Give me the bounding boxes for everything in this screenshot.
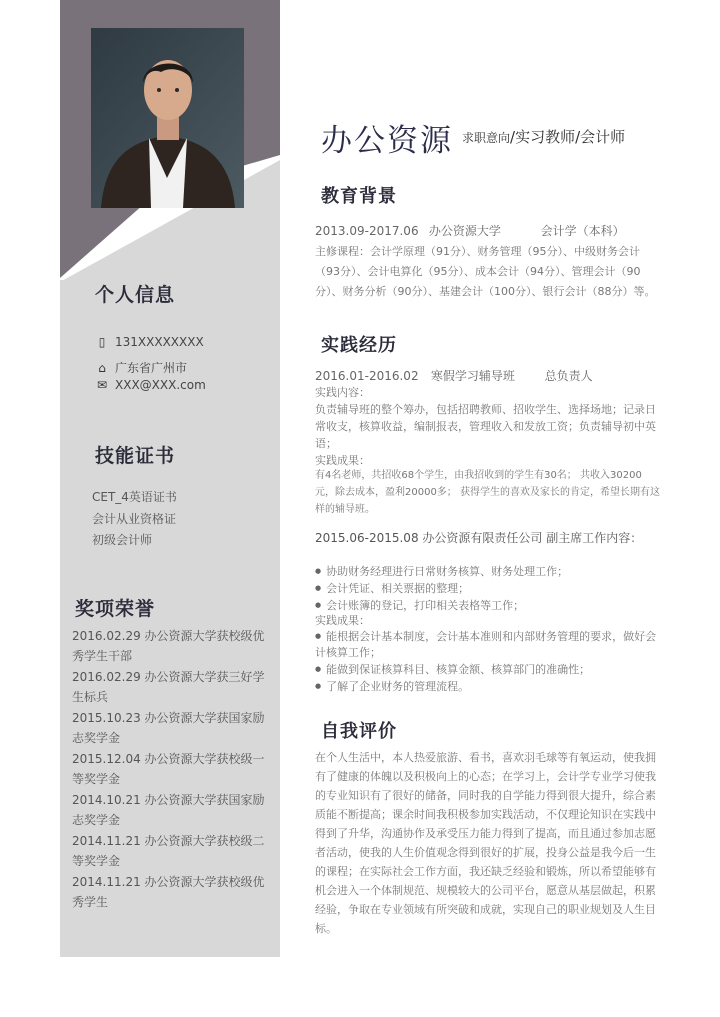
- cert-item: 会计从业资格证: [92, 512, 177, 526]
- exp1-result: 有4名老师，共招收68个学生，由我招收到的学生有30名； 共收入30200元，除去成本，盈利20000多； 获得学生的喜欢及家长的肯定，希望长期有这样的辅导班。: [315, 470, 660, 515]
- self-eval-text: 在个人生活中，本人热爱旅游、看书，喜欢羽毛球等有氧运动，使我拥有了健康的体魄以及积极向上的心态；在学习上，会计学专业学习使我的专业知识有了很好的储备，同时我的自学能力得到很大提升，综合素质能不断提高；课余时间我积极参加实践活动，不仅理论知识在实践中得到了升华，沟通协作及承受压力能力得到了提高，而且通过参加志愿者活动，使我的人生价值观念得到很好的扩展，投身公益是我今后一生的课程；在实际社会工作方面，我还缺乏经验和锻炼，所以希望能够有机会进入一个体制规范、规模较大的公司平台，愿意从基层做起，积累经验，争取在专业领域有所突破和成就，实现自己的职业规划及人生目标。: [315, 751, 656, 935]
- exp1-period: 2016.01-2016.02: [315, 369, 419, 383]
- intent-value: /实习教师/会计师: [510, 128, 626, 146]
- exp2-item: ● 协助财务经理进行日常财务核算、财务处理工作；: [315, 563, 660, 580]
- sidebar: [60, 0, 280, 957]
- exp2-item: ● 会计账簿的登记，打印相关表格等工作；: [315, 597, 660, 614]
- home-icon: ⌂: [98, 360, 106, 375]
- education-title: 教育背景: [321, 186, 397, 207]
- exp1-content: 负责辅导班的整个筹办，包括招聘教师、招收学生、选择场地；记录日常收支，核算收益，编制报表，管理收入和发放工资；负责辅导初中英语；: [315, 403, 656, 450]
- exp2-result-label: 实践成果：: [315, 614, 370, 627]
- phone-text: 131XXXXXXXX: [115, 335, 204, 349]
- mail-icon: ✉: [96, 378, 108, 392]
- edu-period: 2013.09-2017.06: [315, 224, 419, 238]
- award-item: 2014.11.21 办公资源大学获校级二等奖学金: [72, 834, 265, 868]
- profile-photo: [91, 28, 244, 208]
- exp2-item: ● 会计凭证、相关票据的整理；: [315, 580, 660, 597]
- contact-phone: [93, 335, 204, 349]
- contact-address: [93, 359, 187, 376]
- cert-item: 初级会计师: [92, 533, 153, 547]
- award-item: 2014.10.21 办公资源大学获国家励志奖学金: [72, 793, 265, 827]
- award-item: 2014.11.21 办公资源大学获校级优秀学生: [72, 875, 265, 909]
- contact-email: [93, 378, 206, 392]
- exp1-role: 总负责人: [544, 369, 593, 383]
- award-item: 2016.02.29 办公资源大学获三好学生标兵: [72, 670, 265, 704]
- exp1-content-label: 实践内容：: [315, 386, 370, 399]
- self-eval-title: 自我评价: [321, 721, 397, 742]
- intent-label: 求职意向: [462, 131, 511, 145]
- cert-item: CET_4英语证书: [92, 490, 177, 504]
- phone-icon: ▯: [98, 335, 106, 349]
- skills-title: 技能证书: [95, 445, 176, 467]
- award-item: 2015.12.04 办公资源大学获校级一等奖学金: [72, 752, 265, 786]
- edu-courses: 主修课程：会计学原理（91分）、财务管理（95分）、中级财务会计（93分）、会计电算化（95分）、成本会计（94分）、管理会计（90分）、财务分析（90分）、基建会计（100分）、银行会计（88分）等。: [315, 245, 656, 298]
- exp2-header: 2015.06-2015.08 办公资源有限责任公司 副主席工作内容：: [315, 531, 643, 545]
- exp1-result-label: 实践成果：: [315, 454, 370, 467]
- edu-school: 办公资源大学: [428, 224, 501, 238]
- edu-major: 会计学（本科）: [540, 224, 625, 238]
- exp2-result-item: ● 了解了企业财务的管理流程。: [315, 678, 660, 695]
- awards-title: 奖项荣誉: [75, 598, 156, 620]
- address-text: 广东省广州市: [115, 361, 188, 375]
- practice-title: 实践经历: [321, 335, 397, 356]
- candidate-name: 办公资源: [321, 123, 453, 159]
- exp1-org: 寒假学习辅导班: [430, 369, 515, 383]
- exp1-row: [315, 367, 593, 384]
- personal-info-title: 个人信息: [95, 284, 176, 306]
- job-intent: [462, 126, 625, 147]
- education-row: [315, 222, 625, 239]
- exp2-result-item: ● 能根据会计基本制度，会计基本准则和内部财务管理的要求，做好会计核算工作；: [315, 628, 660, 661]
- award-item: 2016.02.29 办公资源大学获校级优秀学生干部: [72, 629, 265, 663]
- exp2-result-item: ● 能做到保证核算科目、核算金额、核算部门的准确性；: [315, 661, 660, 678]
- email-text: XXX@XXX.com: [115, 378, 206, 392]
- award-item: 2015.10.23 办公资源大学获国家励志奖学金: [72, 711, 265, 745]
